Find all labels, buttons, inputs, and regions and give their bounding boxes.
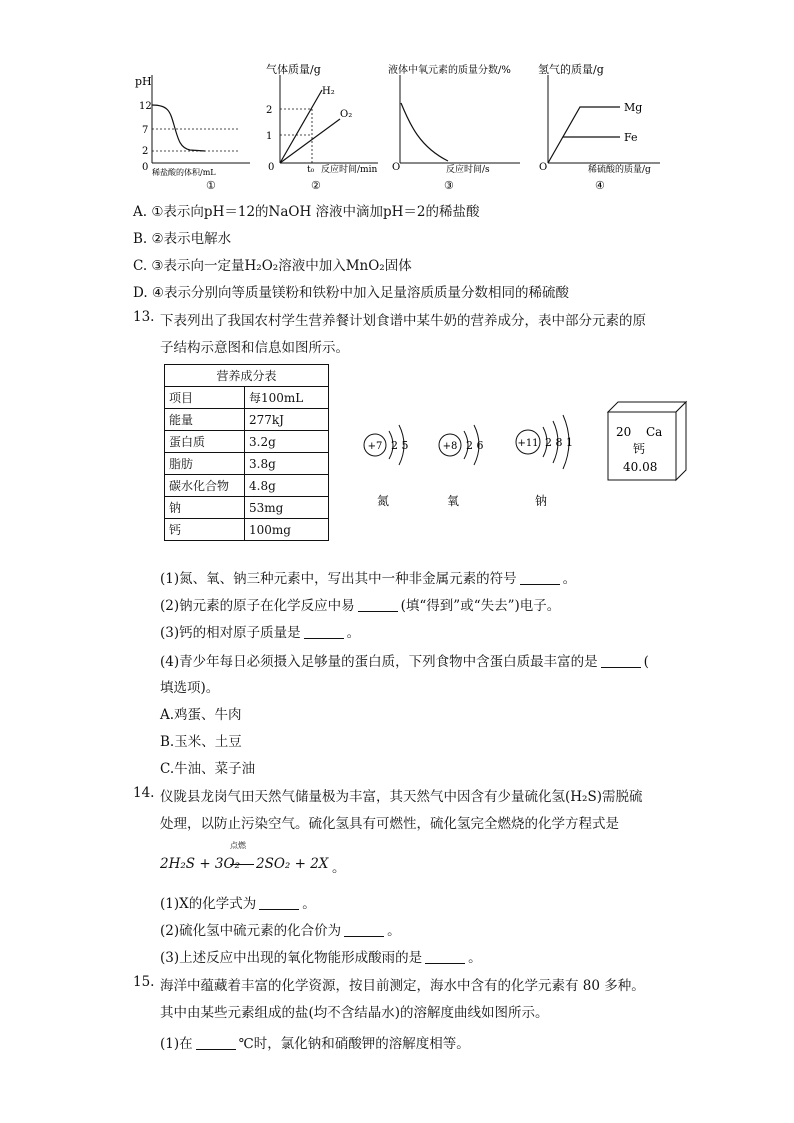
table-row (165, 519, 329, 541)
n-name: 氮 (377, 494, 390, 508)
ca-name: 钙 (633, 442, 646, 456)
o-shells: 2 6 (466, 439, 484, 452)
g4-num: ④ (595, 179, 605, 192)
q15-text-1: 海洋中蕴藏着丰富的化学资源，按目前测定，海水中含有的化学元素有 80 多种。 (160, 978, 645, 994)
q14-text-1: 仪陇县龙岗气田天然气储量极为丰富，其天然气中因含有少量硫化氢(H₂S)需脱硫 (160, 789, 643, 805)
q13-text-2: 子结构示意图和信息如图所示。 (160, 340, 349, 356)
g1-origin: 0 (142, 162, 149, 173)
cell: 每100mL (245, 387, 329, 409)
answer-blank[interactable] (425, 950, 465, 964)
answer-blank[interactable] (601, 654, 641, 668)
q13-option-a: A.鸡蛋、牛肉 (160, 707, 242, 723)
g1-xlabel: 稀盐酸的体积/mL (152, 168, 216, 177)
q13-sub1: (1)氮、氧、钠三种元素中，写出其中一种非金属元素的符号 。 (160, 571, 577, 587)
na-nucleus: +11 (517, 438, 539, 449)
g4-mg: Mg (624, 101, 643, 114)
g2-o2: O₂ (340, 109, 353, 120)
answer-blank[interactable] (520, 571, 560, 585)
q13-sub4-cont: 填选项)。 (160, 680, 220, 696)
q13-sub3: (3)钙的相对原子质量是 。 (160, 625, 361, 641)
calcium-element-box (606, 400, 691, 485)
graph-1 (135, 75, 250, 192)
g4-origin: O (539, 162, 548, 173)
g2-ylabel: 气体质量/g (266, 63, 321, 76)
answer-blank[interactable] (196, 1036, 236, 1050)
cell: 钠 (165, 497, 245, 519)
g2-xlabel: 反应时间/min (321, 165, 378, 175)
answer-blank[interactable] (344, 923, 384, 937)
cell: 脂肪 (165, 453, 245, 475)
equation-end: 。 (332, 860, 346, 876)
n-nucleus: +7 (367, 441, 383, 452)
q14-sub3: (3)上述反应中出现的氧化物能形成酸雨的是 。 (160, 950, 482, 966)
cell: 277kJ (245, 409, 329, 431)
g4-xlabel: 稀硫酸的质量/g (588, 165, 651, 175)
cell: 项目 (165, 387, 245, 409)
nutrition-table (164, 364, 329, 541)
g2-h2: H₂ (322, 86, 335, 97)
g1-tick-2: 2 (142, 146, 149, 157)
o-name: 氧 (447, 494, 460, 508)
cell: 53mg (245, 497, 329, 519)
q14-sub2: (2)硫化氢中硫元素的化合价为 。 (160, 923, 401, 939)
g1-num: ① (206, 179, 216, 192)
q13-option-c: C.牛油、菜子油 (160, 761, 256, 777)
na-name: 钠 (535, 494, 548, 508)
g2-tick-2: 2 (266, 105, 273, 116)
table-row (165, 409, 329, 431)
g3-num: ③ (444, 179, 454, 192)
g2-tick-1: 1 (266, 131, 273, 142)
ca-symbol: Ca (646, 425, 663, 439)
graph-3 (388, 63, 520, 192)
g2-num: ② (311, 179, 321, 192)
q12-option-c: C. ③表示向一定量H₂O₂溶液中加入MnO₂固体 (133, 258, 412, 274)
g4-ylabel: 氢气的质量/g (538, 63, 604, 76)
cell: 钙 (165, 519, 245, 541)
q14-number: 14. (133, 785, 155, 801)
cell: 3.8g (245, 453, 329, 475)
equation-right: 2SO₂ + 2X (256, 856, 329, 872)
cell: 能量 (165, 409, 245, 431)
q15-sub1: (1)在 ℃时，氯化钠和硝酸钾的溶解度相等。 (160, 1036, 470, 1052)
q13-text-1: 下表列出了我国农村学生营养餐计划食谱中某牛奶的营养成分，表中部分元素的原 (160, 313, 646, 329)
atom-nitrogen (364, 425, 409, 508)
q13-sub2: (2)钠元素的原子在化学反应中易 (填“得到”或“失去”)电子。 (160, 598, 561, 614)
g1-tick-7: 7 (142, 125, 149, 136)
graph-2 (266, 62, 378, 192)
cell: 4.8g (245, 475, 329, 497)
table-row (165, 497, 329, 519)
cell: 100mg (245, 519, 329, 541)
g1-ylabel: pH (135, 75, 152, 88)
g3-xlabel: 反应时间/s (446, 165, 490, 175)
q12-graphs (130, 55, 670, 192)
answer-blank[interactable] (304, 625, 344, 639)
atom-sodium (516, 415, 573, 508)
answer-blank[interactable] (259, 896, 299, 910)
q14-text-2: 处理，以防止污染空气。硫化氢具有可燃性，硫化氢完全燃烧的化学方程式是 (160, 816, 619, 832)
q13-number: 13. (133, 309, 155, 325)
na-shells: 2 8 1 (545, 436, 573, 449)
answer-blank[interactable] (358, 598, 398, 612)
g2-origin: 0 (268, 162, 275, 173)
equation-line (230, 864, 254, 865)
equation-condition: 点燃 (230, 841, 246, 850)
equation-left: 2H₂S + 3O₂ (160, 856, 240, 872)
q15-number: 15. (133, 974, 155, 990)
graph-4 (538, 62, 660, 192)
g3-ylabel: 液体中氧元素的质量分数/% (388, 65, 511, 76)
q12-option-d: D. ④表示分别向等质量镁粉和铁粉中加入足量溶质质量分数相同的稀硫酸 (133, 285, 570, 301)
g1-tick-12: 12 (139, 101, 152, 112)
n-shells: 2 5 (391, 439, 409, 452)
g4-fe: Fe (624, 131, 638, 144)
table-row (165, 431, 329, 453)
table-title: 营养成分表 (165, 365, 329, 387)
cell: 碳水化合物 (165, 475, 245, 497)
cell: 蛋白质 (165, 431, 245, 453)
table-row (165, 453, 329, 475)
q12-option-b: B. ②表示电解水 (133, 231, 232, 247)
q15-text-2: 其中由某些元素组成的盐(均不含结晶水)的溶解度曲线如图所示。 (160, 1005, 549, 1021)
cell: 3.2g (245, 431, 329, 453)
q14-sub1: (1)X的化学式为 。 (160, 896, 316, 912)
table-row (165, 387, 329, 409)
g3-origin: O (392, 162, 401, 173)
o-nucleus: +8 (442, 441, 458, 452)
table-row (165, 475, 329, 497)
g2-t0: t₀ (307, 165, 315, 175)
q12-option-a: A. ①表示向pH＝12的NaOH 溶液中滴加pH＝2的稀盐酸 (133, 204, 480, 220)
atom-oxygen (439, 425, 484, 508)
ca-mass: 40.08 (623, 460, 658, 474)
q13-option-b: B.玉米、土豆 (160, 734, 242, 750)
ca-number: 20 (616, 425, 632, 439)
atom-diagrams (355, 395, 595, 515)
q13-sub4: (4)青少年每日必须摄入足够量的蛋白质，下列食物中含蛋白质最丰富的是 ( (160, 654, 649, 670)
